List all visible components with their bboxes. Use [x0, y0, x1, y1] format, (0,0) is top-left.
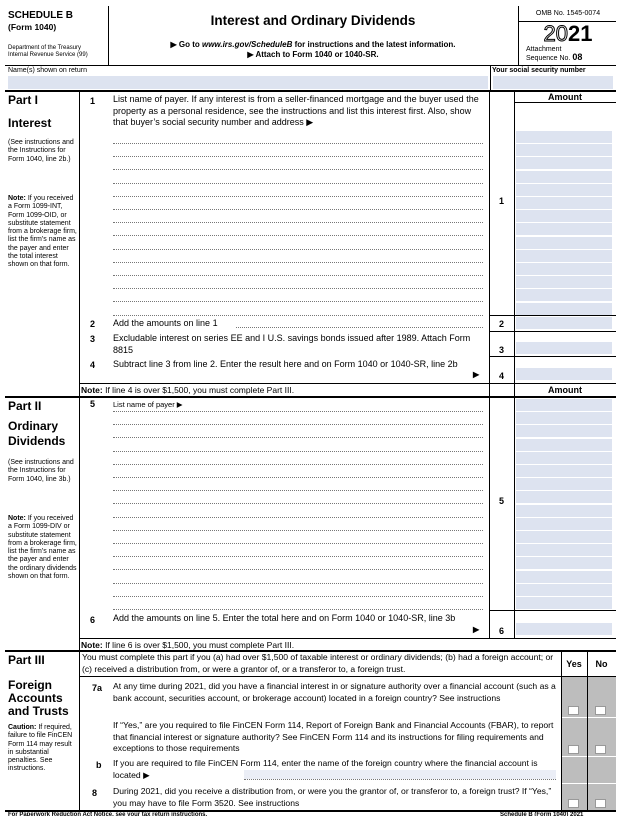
footer-notice: For Paperwork Reduction Act Notice, see your tax return instructions. [8, 812, 208, 816]
line5-amount-cell[interactable] [516, 571, 612, 584]
line1-payer-line[interactable] [113, 301, 483, 302]
line7a-fbar-no-checkbox[interactable] [595, 745, 606, 754]
line7a-text: At any time during 2021, did you have a financial interest in or signature authority over a financial account (such as a bank account, securities account, or brokerage account) located in a foreign country? See instructions [113, 681, 556, 703]
part1-bottom-note: Note: If line 4 is over $1,500, you must complete Part III. [81, 385, 295, 395]
line5-payer-line[interactable] [113, 503, 483, 504]
line1-payer-line[interactable] [113, 183, 483, 184]
ssn-label: Your social security number [492, 67, 586, 74]
line5-number: 5 [90, 399, 96, 409]
line3-amount[interactable] [516, 342, 612, 355]
line2-text: Add the amounts on line 1 [113, 318, 218, 328]
line5-payer-line[interactable] [113, 451, 483, 452]
line1-payer-line[interactable] [113, 249, 483, 250]
no-header: No [595, 659, 608, 669]
form-title: Interest and Ordinary Dividends [210, 13, 416, 28]
line3-text: Excludable interest on series EE and I U.S. savings bonds issued after 1989. Attach Form 8815 [113, 333, 471, 355]
part2-label: Part II [8, 399, 42, 413]
tax-year: 2021 [543, 21, 593, 46]
part3-label: Part III [8, 653, 45, 667]
line6-box: 6 [498, 626, 504, 636]
line5-payer-line[interactable] [113, 424, 483, 425]
goto-instructions: ▶ Go to www.irs.gov/ScheduleB for instructions and the latest information. [170, 40, 456, 49]
line5-amount-cell[interactable] [516, 584, 612, 597]
part2-title-line2: Dividends [8, 434, 66, 448]
line5-amount-cell[interactable] [516, 544, 612, 557]
line5-payer-line[interactable] [113, 569, 483, 570]
line5-amount-cell[interactable] [516, 478, 612, 491]
line2-amount[interactable] [516, 317, 612, 330]
line7a-fbar-text: If “Yes,” are you required to file FinCEN Form 114, Report of Foreign Bank and Financial Accounts (FBAR), to report that financial interest or signature authority? See FinCEN Form 114 and its instructions for filing requirements and exceptions to those requirements [113, 720, 554, 754]
names-label: Name(s) shown on return [8, 67, 87, 74]
line1-amount-cell[interactable] [516, 210, 612, 223]
line7b-text: If you are required to file FinCEN Form 114, enter the name of the foreign country where the financial account is located ▶ [113, 758, 538, 780]
line1-amount-cell[interactable] [516, 276, 612, 289]
line6-amount[interactable] [516, 623, 612, 636]
form-label: (Form 1040) [8, 22, 57, 32]
line6-text: Add the amounts on line 5. Enter the total here and on Form 1040 or 1040-SR, line 3b [113, 613, 456, 623]
line5-payer-line[interactable] [113, 543, 483, 544]
names-input[interactable] [8, 76, 488, 89]
part1-title: Interest [8, 116, 52, 130]
line1-amount-cell[interactable] [516, 171, 612, 184]
line4-text: Subtract line 3 from line 2. Enter the result here and on Form 1040 or 1040-SR, line 2b [113, 359, 458, 369]
line5-payer-line[interactable] [113, 583, 483, 584]
line1-amount-cell[interactable] [516, 157, 612, 170]
line8-text: During 2021, did you receive a distribution from, or were you the grantor of, or transferor to, a foreign trust? If “Yes,” you may have to file Form 3520. See instructions [113, 786, 552, 808]
line1-payer-line[interactable] [113, 262, 483, 263]
line5-amount-cell[interactable] [516, 491, 612, 504]
line5-amount-cell[interactable] [516, 399, 612, 412]
line5-amount-cell[interactable] [516, 557, 612, 570]
line1-payer-line[interactable] [113, 143, 483, 144]
line1-amount-cell[interactable] [516, 144, 612, 157]
line5-payer-line[interactable] [113, 596, 483, 597]
attachment-label: Attachment [526, 46, 562, 53]
part2-note: Note: If you received a Form 1099-DIV or substitute statement from a brokerage firm, list the firm’s name as the payer and enter the ordinary dividends shown on that form. [8, 515, 77, 581]
line5-amount-cell[interactable] [516, 439, 612, 452]
line2-number: 2 [90, 319, 96, 329]
line1-payer-line[interactable] [113, 288, 483, 289]
line4-amount[interactable] [516, 368, 612, 381]
line5-payer-line[interactable] [113, 437, 483, 438]
line1-box: 1 [498, 196, 504, 206]
line4-arrow: ▶ [473, 370, 480, 379]
line5-box: 5 [498, 496, 504, 506]
line1-amount-cell[interactable] [516, 250, 612, 263]
omb-number: OMB No. 1545-0074 [535, 10, 601, 17]
line7b-number: b [96, 760, 102, 770]
part2-amount-header: Amount [548, 385, 582, 395]
line1-payer-line[interactable] [113, 235, 483, 236]
line1-payer-line[interactable] [113, 275, 483, 276]
line1-payer-line[interactable] [113, 169, 483, 170]
line4-box: 4 [498, 371, 504, 381]
line6-number: 6 [90, 615, 96, 625]
part1-side-note: (See instructions and the Instructions for Form 1040, line 2b.) [8, 139, 74, 163]
line1-payer-line[interactable] [113, 196, 483, 197]
line1-amount-cell[interactable] [516, 197, 612, 210]
line4-number: 4 [90, 360, 96, 370]
line1-amount-cell[interactable] [516, 289, 612, 302]
line7a-number: 7a [92, 683, 103, 693]
foreign-country-input[interactable] [244, 770, 556, 779]
line8-no-checkbox[interactable] [595, 799, 606, 808]
part3-intro: You must complete this part if you (a) had over $1,500 of taxable interest or ordinary dividends; (b) had a foreign account; or (c) received a distribution from, or were a grantor of, or a transferor to, a foreign trust. [82, 652, 554, 674]
line1-amount-cell[interactable] [516, 184, 612, 197]
dept-line-1: Department of the Treasury [8, 45, 82, 51]
sequence-number: Sequence No. 08 [526, 52, 583, 62]
line7a-no-checkbox[interactable] [595, 706, 606, 715]
line5-payer-line[interactable] [113, 411, 483, 412]
line1-amount-cell[interactable] [516, 223, 612, 236]
part2-side-note: (See instructions and the Instructions for Form 1040, line 3b.) [8, 459, 74, 483]
irs-link[interactable]: www.irs.gov/ScheduleB [201, 40, 293, 49]
dept-line-2: Internal Revenue Service (99) [8, 52, 88, 58]
footer-form-id: Schedule B (Form 1040) 2021 [500, 812, 584, 816]
ssn-input[interactable] [493, 76, 613, 89]
part3-title-line2: Accounts [8, 691, 63, 705]
part3-caution: Caution: If required, failure to file FinCEN Form 114 may result in substantial penalties. See instructions. [8, 724, 73, 773]
line5-amount-cell[interactable] [516, 465, 612, 478]
part2-bottom-note: Note: If line 6 is over $1,500, you must complete Part III. [81, 640, 295, 650]
part1-note: Note: If you received a Form 1099-INT, Form 1099-OID, or substitute statement from a brokerage firm, list the firm’s name as the payer and enter the total interest shown on that form. [8, 195, 77, 269]
attach-instructions: ▶ Attach to Form 1040 or 1040-SR. [247, 50, 379, 59]
line1-payer-line[interactable] [113, 156, 483, 157]
line2-box: 2 [498, 319, 504, 329]
line5-payer-line[interactable] [113, 464, 483, 465]
line5-payer-line[interactable] [113, 530, 483, 531]
part3-title-line3: and Trusts [8, 704, 69, 718]
line1-amount-cell[interactable] [516, 263, 612, 276]
line3-number: 3 [90, 334, 96, 344]
line8-yes-checkbox[interactable] [568, 799, 579, 808]
line1-amount-cell[interactable] [516, 131, 612, 144]
line5-payer-line[interactable] [113, 556, 483, 557]
line1-text: List name of payer. If any interest is from a seller-financed mortgage and the buyer used the property as a personal residence, see the instructions and list this interest first. Also, show that buyer’s social security number and address ▶ [113, 94, 479, 128]
line1-amount-cell[interactable] [516, 237, 612, 250]
line5-text: List name of payer ▶ [113, 400, 183, 409]
line1-number: 1 [90, 96, 96, 106]
line7a-fbar-yes-checkbox[interactable] [568, 745, 579, 754]
line5-amount-cell[interactable] [516, 531, 612, 544]
part2-title-line1: Ordinary [8, 419, 59, 433]
part1-label: Part I [8, 93, 39, 107]
line5-payer-line[interactable] [113, 609, 483, 610]
yes-header: Yes [566, 659, 582, 669]
part3-title-line1: Foreign [8, 678, 52, 692]
line6-arrow: ▶ [473, 625, 480, 634]
line1-amount-cell[interactable] [516, 303, 612, 316]
line5-amount-cell[interactable] [516, 505, 612, 518]
line5-payer-line[interactable] [113, 490, 483, 491]
line5-amount-cell[interactable] [516, 452, 612, 465]
line5-amount-cell[interactable] [516, 412, 612, 425]
line3-box: 3 [498, 345, 504, 355]
line1-payer-line[interactable] [113, 315, 483, 316]
line5-amount-cell[interactable] [516, 597, 612, 610]
line5-amount-cell[interactable] [516, 425, 612, 438]
line5-payer-line[interactable] [113, 517, 483, 518]
line5-amount-cell[interactable] [516, 518, 612, 531]
line1-payer-line[interactable] [113, 209, 483, 210]
part1-amount-header: Amount [548, 92, 582, 102]
line1-payer-line[interactable] [113, 222, 483, 223]
line8-number: 8 [92, 788, 98, 798]
line5-payer-line[interactable] [113, 477, 483, 478]
schedule-label: SCHEDULE B [8, 10, 74, 21]
line7a-yes-checkbox[interactable] [568, 706, 579, 715]
